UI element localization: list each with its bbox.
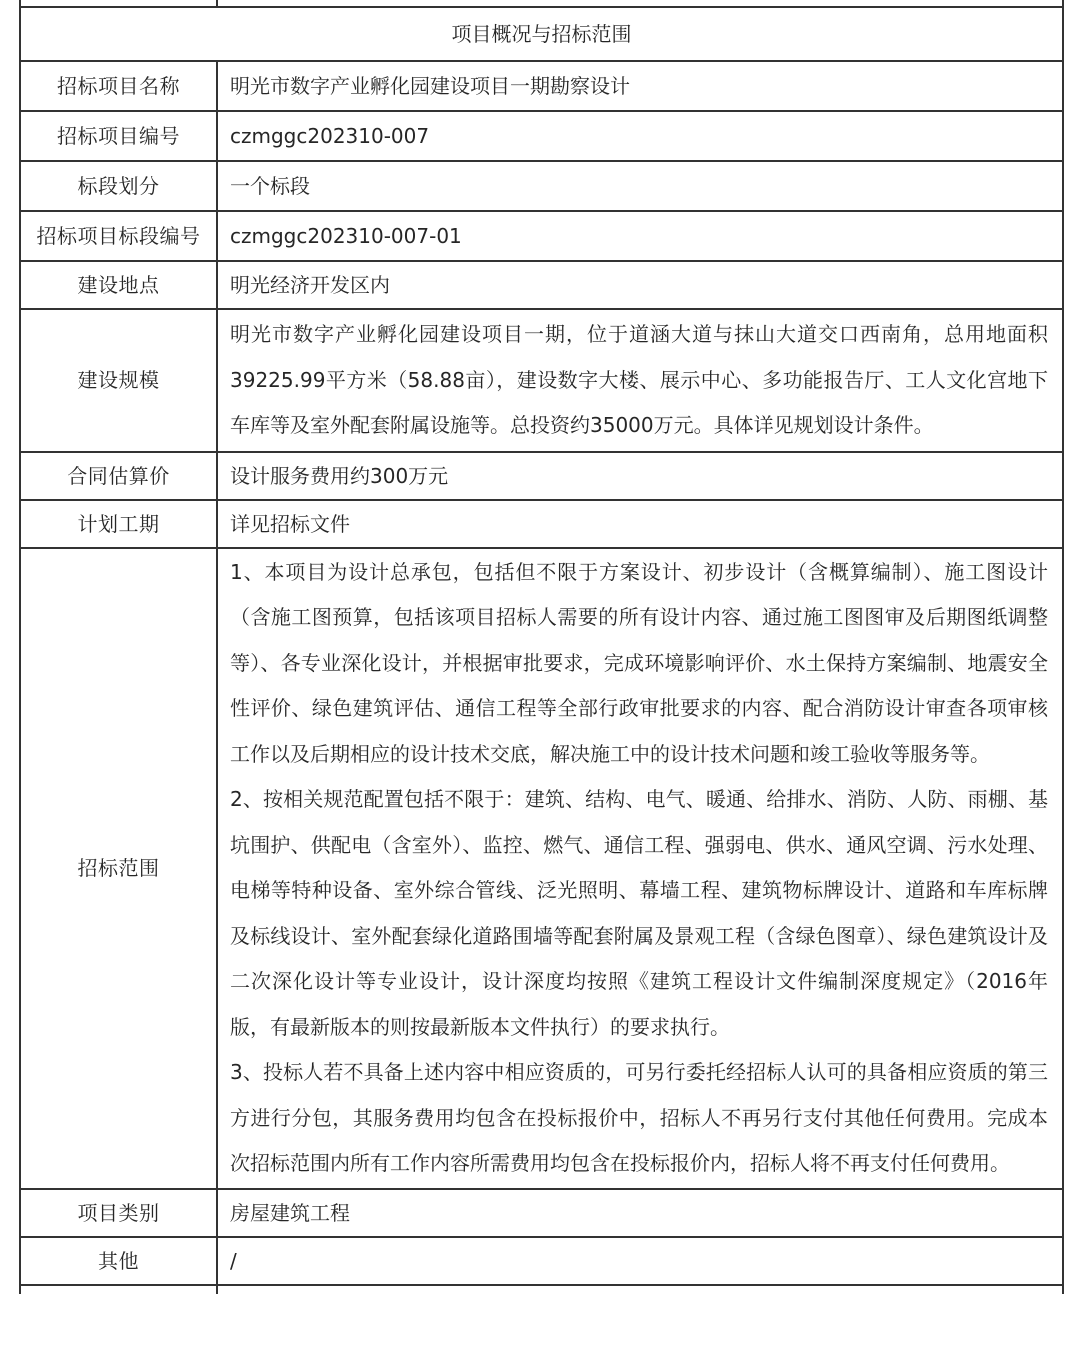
- contract-price-value: 设计服务费用约300万元: [217, 452, 1063, 500]
- row-scale: [20, 309, 1063, 452]
- contract-price-label: 合同估算价: [20, 452, 217, 500]
- bid-info-table: [19, 0, 1064, 1294]
- schedule-value: 详见招标文件: [217, 500, 1063, 548]
- category-label: 项目类别: [20, 1189, 217, 1237]
- section-division-label: 标段划分: [20, 161, 217, 211]
- row-project-name: [20, 61, 1063, 111]
- scope-paragraph-3: 3、投标人若不具备上述内容中相应资质的，可另行委托经招标人认可的具备相应资质的第三方进行分包，其服务费用均包含在投标报价中，招标人不再另行支付其他任何费用。完成本次招标范围内所有工作内容所需费用均包含在投标报价内，招标人将不再支付任何费用。: [230, 1060, 1048, 1175]
- row-section-code: [20, 211, 1063, 261]
- previous-row-value-cell: [217, 0, 1063, 7]
- previous-row-stub: [20, 0, 1063, 7]
- next-row-value-cell: [217, 1285, 1063, 1294]
- schedule-label: 计划工期: [20, 500, 217, 548]
- other-label: 其他: [20, 1237, 217, 1285]
- row-location: [20, 261, 1063, 309]
- section-header-row: [20, 7, 1063, 61]
- row-other: [20, 1237, 1063, 1285]
- scale-value: 明光市数字产业孵化园建设项目一期，位于道涵大道与抹山大道交口西南角，总用地面积 39225.99平方米（58.88亩），建设数字大楼、展示中心、多功能报告厅、工人文化宫地下车库等及室外配套附属设施等。总投资约35000万元。具体详见规划设计条件。: [217, 309, 1063, 452]
- category-value: 房屋建筑工程: [217, 1189, 1063, 1237]
- project-code-label: 招标项目编号: [20, 111, 217, 161]
- section-code-value: czmggc202310-007-01: [217, 211, 1063, 261]
- scale-label: 建设规模: [20, 309, 217, 452]
- section-title: 项目概况与招标范围: [20, 7, 1063, 61]
- other-value: /: [217, 1237, 1063, 1285]
- bid-info-sheet: [19, 0, 1062, 1294]
- row-schedule: [20, 500, 1063, 548]
- scope-value: [217, 548, 1063, 1189]
- project-code-value: czmggc202310-007: [217, 111, 1063, 161]
- previous-row-label-cell: [20, 0, 217, 7]
- scope-label: 招标范围: [20, 548, 217, 1189]
- project-name-label: 招标项目名称: [20, 61, 217, 111]
- section-code-label: 招标项目标段编号: [20, 211, 217, 261]
- project-name-value: 明光市数字产业孵化园建设项目一期勘察设计: [217, 61, 1063, 111]
- row-contract-price: [20, 452, 1063, 500]
- row-section-division: [20, 161, 1063, 211]
- section-division-value: 一个标段: [217, 161, 1063, 211]
- row-category: [20, 1189, 1063, 1237]
- scope-paragraph-2: 2、按相关规范配置包括不限于：建筑、结构、电气、暖通、给排水、消防、人防、雨棚、基坑围护、供配电（含室外）、监控、燃气、通信工程、强弱电、供水、通风空调、污水处理、电梯等特种设备、室外综合管线、泛光照明、幕墙工程、建筑物标牌设计、道路和车库标牌及标线设计、室外配套绿化道路围墙等配套附属及景观工程（含绿色图章）、绿色建筑设计及二次深化设计等专业设计，设计深度均按照《建筑工程设计文件编制深度规定》（2016年版，有最新版本的则按最新版本文件执行）的要求执行。: [230, 787, 1048, 1039]
- scope-paragraph-1: 1、本项目为设计总承包，包括但不限于方案设计、初步设计（含概算编制）、施工图设计（含施工图预算，包括该项目招标人需要的所有设计内容、通过施工图图审及后期图纸调整等）、各专业深化设计，并根据审批要求，完成环境影响评价、水土保持方案编制、地震安全性评价、绿色建筑评估、通信工程等全部行政审批要求的内容、配合消防设计审查各项审核工作以及后期相应的设计技术交底，解决施工中的设计技术问题和竣工验收等服务等。: [230, 559, 1048, 766]
- location-label: 建设地点: [20, 261, 217, 309]
- row-project-code: [20, 111, 1063, 161]
- location-value: 明光经济开发区内: [217, 261, 1063, 309]
- next-row-label-cell: [20, 1285, 217, 1294]
- next-row-stub: [20, 1285, 1063, 1294]
- row-scope: [20, 548, 1063, 1189]
